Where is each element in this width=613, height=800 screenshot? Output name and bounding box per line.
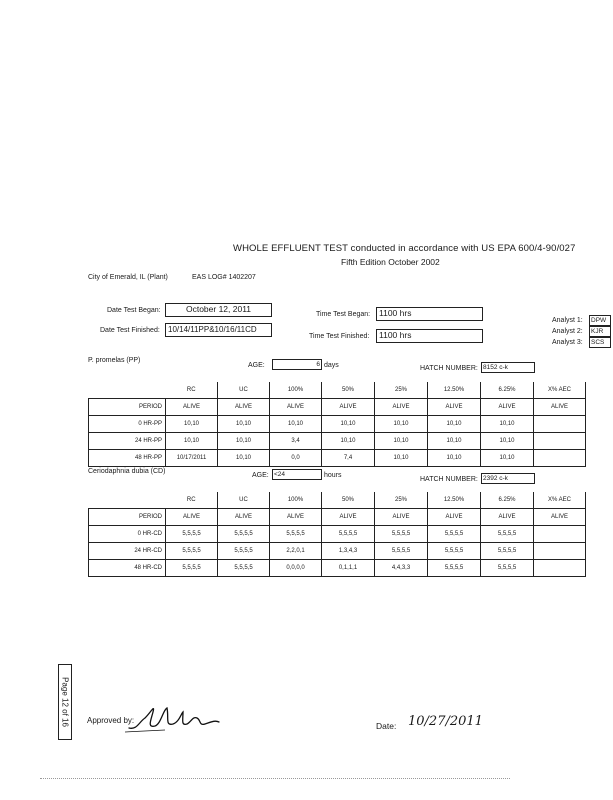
table-cell[interactable]: 1,3,4,3 bbox=[322, 543, 375, 560]
eas-log: EAS LOG# 1402207 bbox=[192, 274, 256, 281]
document-subtitle: Fifth Edition October 2002 bbox=[341, 257, 440, 267]
table-cell[interactable]: ALIVE bbox=[534, 399, 586, 416]
table-cell[interactable]: 5,5,5,5 bbox=[428, 526, 481, 543]
table-cell[interactable] bbox=[534, 560, 586, 577]
pp-col-header: 100% bbox=[270, 382, 322, 399]
table-cell[interactable]: 5,5,5,5 bbox=[218, 543, 270, 560]
date-began-label: Date Test Began: bbox=[107, 307, 161, 314]
table-cell[interactable]: ALIVE bbox=[534, 509, 586, 526]
table-cell[interactable]: 5,5,5,5 bbox=[166, 560, 218, 577]
table-cell[interactable]: 5,5,5,5 bbox=[428, 543, 481, 560]
table-cell[interactable]: ALIVE bbox=[218, 399, 270, 416]
pp-col-header: RC bbox=[166, 382, 218, 399]
table-cell[interactable]: ALIVE bbox=[166, 399, 218, 416]
cd-col-header: 50% bbox=[322, 492, 375, 509]
analyst-3-field[interactable]: SCS bbox=[589, 337, 611, 348]
pp-organism-label: P. promelas (PP) bbox=[88, 357, 141, 364]
table-cell[interactable]: 10,10 bbox=[218, 433, 270, 450]
cd-col-header: X% AEC bbox=[534, 492, 586, 509]
pp-col-header: X% AEC bbox=[534, 382, 586, 399]
pp-col-header: 25% bbox=[375, 382, 428, 399]
cd-age-label: AGE: bbox=[252, 472, 269, 479]
plant-label: City of Emerald, IL (Plant) bbox=[88, 274, 168, 281]
table-row bbox=[89, 450, 586, 467]
table-cell[interactable]: 0,0,0,0 bbox=[270, 560, 322, 577]
pp-period-label: 48 HR-PP bbox=[89, 450, 166, 467]
table-cell[interactable]: 10,10 bbox=[166, 433, 218, 450]
approval-date: 10/27/2011 bbox=[408, 714, 483, 729]
table-cell[interactable]: ALIVE bbox=[481, 399, 534, 416]
table-cell[interactable] bbox=[534, 416, 586, 433]
table-cell[interactable]: 5,5,5,5 bbox=[270, 526, 322, 543]
table-row bbox=[89, 526, 586, 543]
table-cell[interactable]: 10,10 bbox=[218, 450, 270, 467]
table-cell[interactable]: 5,5,5,5 bbox=[218, 526, 270, 543]
table-cell[interactable]: 10,10 bbox=[428, 433, 481, 450]
cd-hatch-field[interactable]: 2392 c-k bbox=[481, 473, 535, 484]
table-cell[interactable]: 10,10 bbox=[481, 433, 534, 450]
table-cell[interactable] bbox=[534, 433, 586, 450]
table-cell[interactable]: 0,0 bbox=[270, 450, 322, 467]
table-row bbox=[89, 509, 586, 526]
time-began-label: Time Test Began: bbox=[316, 311, 371, 318]
analyst-2-field[interactable]: KJR bbox=[589, 326, 611, 337]
pp-col-header: UC bbox=[218, 382, 270, 399]
table-cell[interactable]: ALIVE bbox=[375, 399, 428, 416]
table-cell[interactable] bbox=[534, 526, 586, 543]
table-cell[interactable]: ALIVE bbox=[270, 399, 322, 416]
table-cell[interactable]: 10/17/2011 bbox=[166, 450, 218, 467]
approver-signature bbox=[125, 700, 225, 736]
pp-age-unit: days bbox=[324, 362, 339, 369]
pp-header-row bbox=[89, 382, 586, 399]
table-row bbox=[89, 560, 586, 577]
table-cell[interactable]: 10,10 bbox=[322, 433, 375, 450]
cd-col-header: RC bbox=[166, 492, 218, 509]
analyst-3-label: Analyst 3: bbox=[552, 339, 583, 346]
table-cell[interactable]: ALIVE bbox=[270, 509, 322, 526]
table-cell[interactable]: 4,4,3,3 bbox=[375, 560, 428, 577]
table-row bbox=[89, 543, 586, 560]
table-row bbox=[89, 416, 586, 433]
table-cell[interactable]: 10,10 bbox=[322, 416, 375, 433]
cd-results-table bbox=[88, 492, 586, 577]
pp-age-field[interactable]: 6 bbox=[272, 359, 322, 370]
table-cell[interactable]: 5,5,5,5 bbox=[481, 560, 534, 577]
table-cell[interactable]: ALIVE bbox=[166, 509, 218, 526]
pp-period-label: 24 HR-PP bbox=[89, 433, 166, 450]
pp-corner-cell bbox=[89, 382, 166, 399]
table-cell[interactable]: 5,5,5,5 bbox=[375, 526, 428, 543]
cd-period-label: 0 HR-CD bbox=[89, 526, 166, 543]
table-cell[interactable]: 2,2,0,1 bbox=[270, 543, 322, 560]
table-cell[interactable]: 3,4 bbox=[270, 433, 322, 450]
cd-period-label: PERIOD bbox=[89, 509, 166, 526]
table-cell[interactable]: 5,5,5,5 bbox=[481, 543, 534, 560]
cd-col-header: 6.25% bbox=[481, 492, 534, 509]
time-began-field[interactable]: 1100 hrs bbox=[376, 307, 483, 321]
table-cell[interactable]: 10,10 bbox=[375, 433, 428, 450]
pp-results-table bbox=[88, 382, 586, 467]
table-cell[interactable]: 10,10 bbox=[375, 450, 428, 467]
table-cell[interactable]: ALIVE bbox=[428, 509, 481, 526]
cd-col-header: UC bbox=[218, 492, 270, 509]
table-cell[interactable] bbox=[534, 450, 586, 467]
pp-hatch-field[interactable]: 8152 c-k bbox=[481, 362, 535, 373]
cd-col-header: 12.50% bbox=[428, 492, 481, 509]
pp-col-header: 12.50% bbox=[428, 382, 481, 399]
page-number-text: Page 12 of 16 bbox=[60, 677, 70, 727]
cd-period-label: 48 HR-CD bbox=[89, 560, 166, 577]
scan-artifact-line bbox=[40, 778, 510, 779]
table-cell[interactable]: 10,10 bbox=[218, 416, 270, 433]
table-cell[interactable]: ALIVE bbox=[322, 509, 375, 526]
table-cell[interactable]: 10,10 bbox=[166, 416, 218, 433]
table-cell[interactable]: 10,10 bbox=[375, 416, 428, 433]
cd-period-label: 24 HR-CD bbox=[89, 543, 166, 560]
table-row bbox=[89, 433, 586, 450]
date-label: Date: bbox=[376, 721, 397, 731]
table-cell[interactable]: ALIVE bbox=[428, 399, 481, 416]
pp-age-label: AGE: bbox=[248, 362, 265, 369]
table-cell[interactable]: ALIVE bbox=[481, 509, 534, 526]
table-cell[interactable]: 10,10 bbox=[428, 450, 481, 467]
cd-col-header: 100% bbox=[270, 492, 322, 509]
analyst-1-label: Analyst 1: bbox=[552, 317, 583, 324]
table-cell[interactable]: 5,5,5,5 bbox=[428, 560, 481, 577]
table-cell[interactable]: 10,10 bbox=[270, 416, 322, 433]
table-cell[interactable]: ALIVE bbox=[218, 509, 270, 526]
table-cell[interactable]: 5,5,5,5 bbox=[166, 526, 218, 543]
pp-hatch-label: HATCH NUMBER: bbox=[420, 365, 478, 372]
pp-period-label: PERIOD bbox=[89, 399, 166, 416]
table-cell[interactable]: 5,5,5,5 bbox=[375, 543, 428, 560]
table-cell[interactable]: 5,5,5,5 bbox=[322, 526, 375, 543]
table-cell[interactable]: ALIVE bbox=[375, 509, 428, 526]
cd-age-unit: hours bbox=[324, 472, 342, 479]
analyst-1-field[interactable]: DPW bbox=[589, 315, 611, 326]
cd-col-header: 25% bbox=[375, 492, 428, 509]
date-finished-label: Date Test Finished: bbox=[100, 327, 160, 334]
table-cell[interactable]: 5,5,5,5 bbox=[166, 543, 218, 560]
table-cell[interactable]: ALIVE bbox=[322, 399, 375, 416]
cd-organism-label: Ceriodaphnia dubia (CD) bbox=[88, 468, 166, 475]
table-cell[interactable]: 10,10 bbox=[481, 450, 534, 467]
cd-header-row bbox=[89, 492, 586, 509]
table-cell[interactable]: 0,1,1,1 bbox=[322, 560, 375, 577]
cd-hatch-label: HATCH NUMBER: bbox=[420, 476, 478, 483]
table-cell[interactable]: 5,5,5,5 bbox=[218, 560, 270, 577]
pp-period-label: 0 HR-PP bbox=[89, 416, 166, 433]
cd-corner-cell bbox=[89, 492, 166, 509]
analyst-2-label: Analyst 2: bbox=[552, 328, 583, 335]
table-cell[interactable] bbox=[534, 543, 586, 560]
pp-col-header: 50% bbox=[322, 382, 375, 399]
pp-col-header: 6.25% bbox=[481, 382, 534, 399]
date-began-field[interactable]: October 12, 2011 bbox=[165, 303, 272, 317]
date-finished-field[interactable]: 10/14/11PP&10/16/11CD bbox=[165, 323, 272, 337]
table-cell[interactable]: 7,4 bbox=[322, 450, 375, 467]
table-cell[interactable]: 10,10 bbox=[481, 416, 534, 433]
page-number-tag bbox=[58, 664, 72, 740]
document-title: WHOLE EFFLUENT TEST conducted in accordance with US EPA 600/4-90/027 bbox=[233, 243, 576, 254]
time-finished-field[interactable]: 1100 hrs bbox=[376, 329, 483, 343]
table-cell[interactable]: 10,10 bbox=[428, 416, 481, 433]
time-finished-label: Time Test Finished: bbox=[309, 333, 370, 340]
cd-age-field[interactable]: <24 bbox=[272, 469, 322, 480]
table-row bbox=[89, 399, 586, 416]
approved-label: Approved by: bbox=[87, 716, 135, 725]
table-cell[interactable]: 5,5,5,5 bbox=[481, 526, 534, 543]
